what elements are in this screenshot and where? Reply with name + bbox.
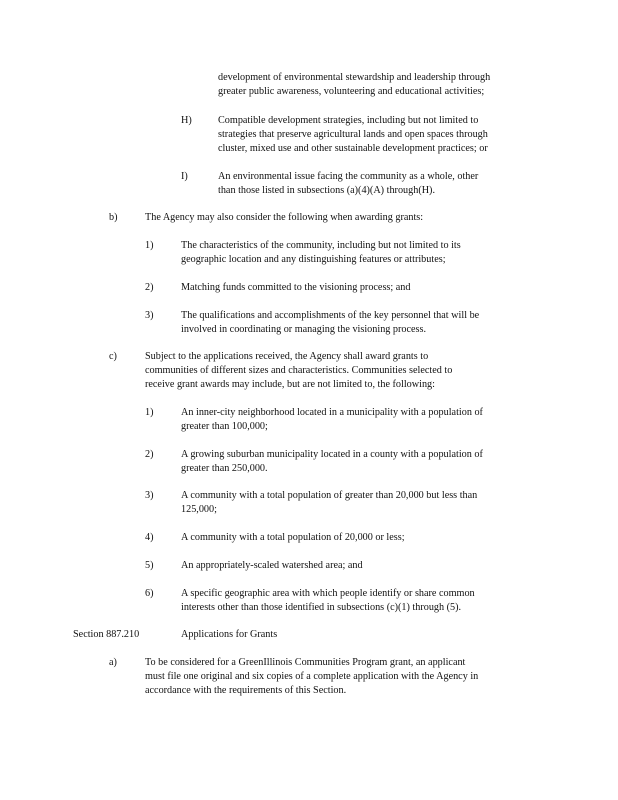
item-label: 5) (145, 560, 154, 571)
subsection-b-intro: The Agency may also consider the following when awarding grants: (145, 212, 424, 223)
text-line: interests other than those identified in subsections (c)(1) through (5). (181, 602, 462, 613)
text-line: A growing suburban municipality located in a county with a population of (181, 449, 483, 460)
item-label: 1) (145, 240, 154, 251)
subsection-label-c: c) (109, 351, 117, 362)
text-line: The qualifications and accomplishments of the key personnel that will be (181, 310, 480, 321)
text-line: strategies that preserve agricultural lands and open spaces through (218, 129, 488, 140)
text-line: Matching funds committed to the visioning process; and (181, 282, 411, 293)
text-line: involved in coordinating or managing the visioning process. (181, 324, 427, 335)
text-line: An appropriately-scaled watershed area; and (181, 560, 363, 571)
text-line: Subject to the applications received, the Agency shall award grants to (145, 351, 429, 362)
text-line: than those listed in subsections (a)(4)(A) through(H). (218, 185, 436, 196)
text-line: An inner-city neighborhood located in a municipality with a population of (181, 407, 483, 418)
item-label: 2) (145, 449, 154, 460)
item-label: 3) (145, 490, 154, 501)
text-line: Compatible development strategies, including but not limited to (218, 115, 479, 126)
text-line: cluster, mixed use and other sustainable development practices; or (218, 143, 488, 154)
text-line: A community with a total population of greater than 20,000 but less than (181, 490, 478, 501)
section-title: Applications for Grants (181, 629, 278, 640)
section-number: Section 887.210 (73, 629, 140, 640)
item-label: 3) (145, 310, 154, 321)
text-line: greater than 100,000; (181, 421, 268, 432)
text-line: A specific geographic area with which people identify or share common (181, 588, 475, 599)
text-line: The characteristics of the community, including but not limited to its (181, 240, 461, 251)
text-line: An environmental issue facing the community as a whole, other (218, 171, 479, 182)
text-line: communities of different sizes and characteristics. Communities selected to (145, 365, 453, 376)
text-line: development of environmental stewardship and leadership through (218, 72, 491, 83)
text-line: greater than 250,000. (181, 463, 268, 474)
subsection-label-a: a) (109, 657, 117, 668)
text-line: A community with a total population of 20,000 or less; (181, 532, 405, 543)
item-label: 2) (145, 282, 154, 293)
item-label: 4) (145, 532, 154, 543)
text-line: To be considered for a GreenIllinois Communities Program grant, an applicant (145, 657, 466, 668)
subsection-label-b: b) (109, 212, 118, 223)
text-line: must file one original and six copies of a complete application with the Agency in (145, 671, 479, 682)
item-label-H: H) (181, 115, 192, 126)
item-label-I: I) (181, 171, 188, 182)
text-line: accordance with the requirements of this Section. (145, 685, 347, 696)
item-label: 1) (145, 407, 154, 418)
text-line: geographic location and any distinguishing features or attributes; (181, 254, 446, 265)
text-line: receive grant awards may include, but are not limited to, the following: (145, 379, 435, 390)
text-line: 125,000; (181, 504, 217, 515)
text-line: greater public awareness, volunteering and educational activities; (218, 86, 485, 97)
item-label: 6) (145, 588, 154, 599)
